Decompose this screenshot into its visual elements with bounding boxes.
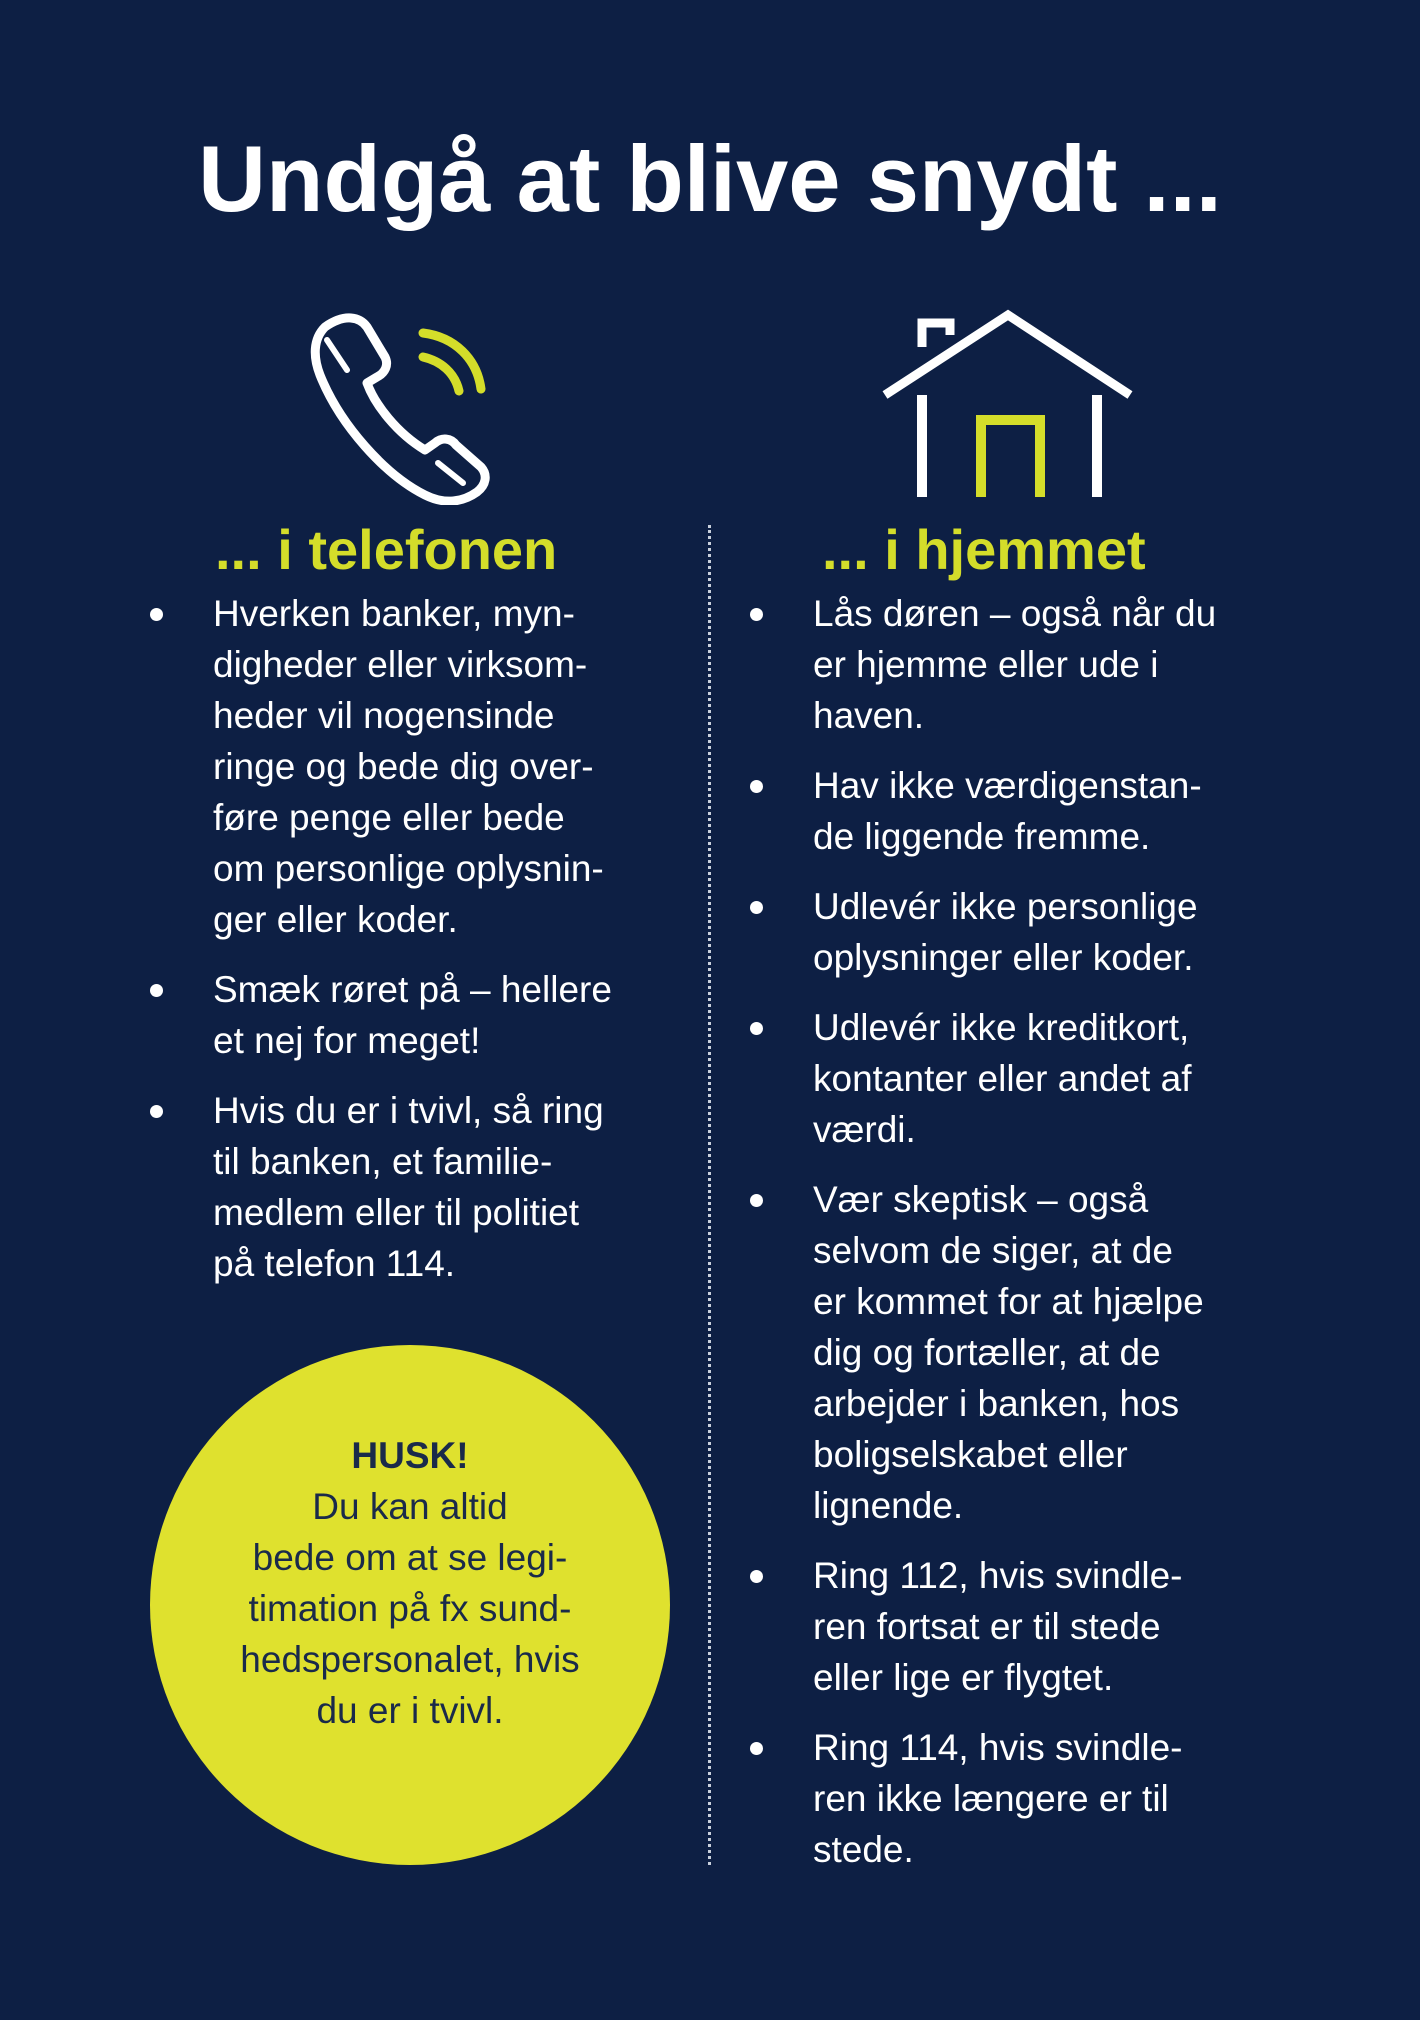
bullet-line: ren fortsat er til stede — [813, 1606, 1161, 1647]
bullet-line: Vær skeptisk – også — [813, 1179, 1149, 1220]
bullet-line: Hvis du er i tvivl, så ring — [213, 1090, 604, 1131]
list-item — [745, 588, 1305, 741]
husk-line: hedspersonalet, hvis — [240, 1639, 580, 1680]
bullet-line: ren ikke længere er til — [813, 1778, 1169, 1819]
bullet-line: heder vil nogensinde — [213, 695, 555, 736]
bullet-line: et nej for meget! — [213, 1020, 481, 1061]
bullet-icon — [750, 608, 763, 621]
husk-text — [150, 1430, 670, 1736]
bullet-line: oplysninger eller koder. — [813, 937, 1194, 978]
bullet-line: Udlevér ikke kreditkort, — [813, 1007, 1190, 1048]
bullet-line: på telefon 114. — [213, 1243, 456, 1284]
bullet-line: Smæk røret på – hellere — [213, 969, 612, 1010]
bullet-line: haven. — [813, 695, 925, 736]
list-item — [745, 760, 1305, 862]
bullet-icon — [750, 1570, 763, 1583]
bullet-line: selvom de siger, at de — [813, 1230, 1173, 1271]
bullet-line: arbejder i banken, hos — [813, 1383, 1180, 1424]
husk-title: HUSK! — [351, 1435, 469, 1476]
bullet-line: boligselskabet eller — [813, 1434, 1128, 1475]
bullet-line: de liggende fremme. — [813, 816, 1151, 857]
bullet-icon — [150, 608, 163, 621]
phone-icon — [305, 305, 520, 505]
bullet-line: om personlige oplysnin- — [213, 848, 604, 889]
bullet-line: medlem eller til politiet — [213, 1192, 580, 1233]
bullet-icon — [750, 901, 763, 914]
bullet-line: er hjemme eller ude i — [813, 644, 1159, 685]
list-item — [145, 588, 685, 945]
home-tips-list — [745, 588, 1305, 1894]
bullet-line: eller lige er flygtet. — [813, 1657, 1114, 1698]
bullet-line: Hverken banker, myn- — [213, 593, 575, 634]
phone-tips-list — [145, 588, 685, 1308]
bullet-line: værdi. — [813, 1109, 916, 1150]
bullet-line: lignende. — [813, 1485, 964, 1526]
bullet-line: til banken, et familie- — [213, 1141, 553, 1182]
bullet-icon — [750, 780, 763, 793]
bullet-line: Udlevér ikke personlige — [813, 886, 1198, 927]
bullet-icon — [750, 1022, 763, 1035]
bullet-line: Ring 114, hvis svindle- — [813, 1727, 1183, 1768]
husk-line: Du kan altid — [312, 1486, 508, 1527]
bullet-line: ringe og bede dig over- — [213, 746, 594, 787]
list-item — [745, 1722, 1305, 1875]
list-item — [745, 881, 1305, 983]
husk-callout — [150, 1345, 670, 1865]
list-item — [745, 1174, 1305, 1531]
bullet-line: føre penge eller bede — [213, 797, 565, 838]
house-icon — [880, 305, 1135, 500]
bullet-line: dig og fortæller, at de — [813, 1332, 1161, 1373]
bullet-line: Ring 112, hvis svindle- — [813, 1555, 1183, 1596]
list-item — [145, 1085, 685, 1289]
bullet-line: digheder eller virksom- — [213, 644, 588, 685]
bullet-icon — [750, 1194, 763, 1207]
bullet-line: Hav ikke værdigenstan- — [813, 765, 1202, 806]
bullet-icon — [150, 1105, 163, 1118]
bullet-line: Lås døren – også når du — [813, 593, 1217, 634]
heading-hjemmet: ... i hjemmet — [822, 518, 1146, 581]
list-item — [145, 964, 685, 1066]
bullet-line: er kommet for at hjælpe — [813, 1281, 1204, 1322]
column-divider — [708, 525, 711, 1865]
husk-line: timation på fx sund- — [248, 1588, 572, 1629]
bullet-line: ger eller koder. — [213, 899, 458, 940]
bullet-icon — [150, 984, 163, 997]
husk-line: bede om at se legi- — [252, 1537, 568, 1578]
husk-line: du er i tvivl. — [316, 1690, 504, 1731]
page-title: Undgå at blive snydt ... — [198, 126, 1222, 231]
bullet-line: kontanter eller andet af — [813, 1058, 1192, 1099]
bullet-line: stede. — [813, 1829, 914, 1870]
list-item — [745, 1550, 1305, 1703]
list-item — [745, 1002, 1305, 1155]
heading-telefonen: ... i telefonen — [215, 518, 558, 581]
bullet-icon — [750, 1742, 763, 1755]
